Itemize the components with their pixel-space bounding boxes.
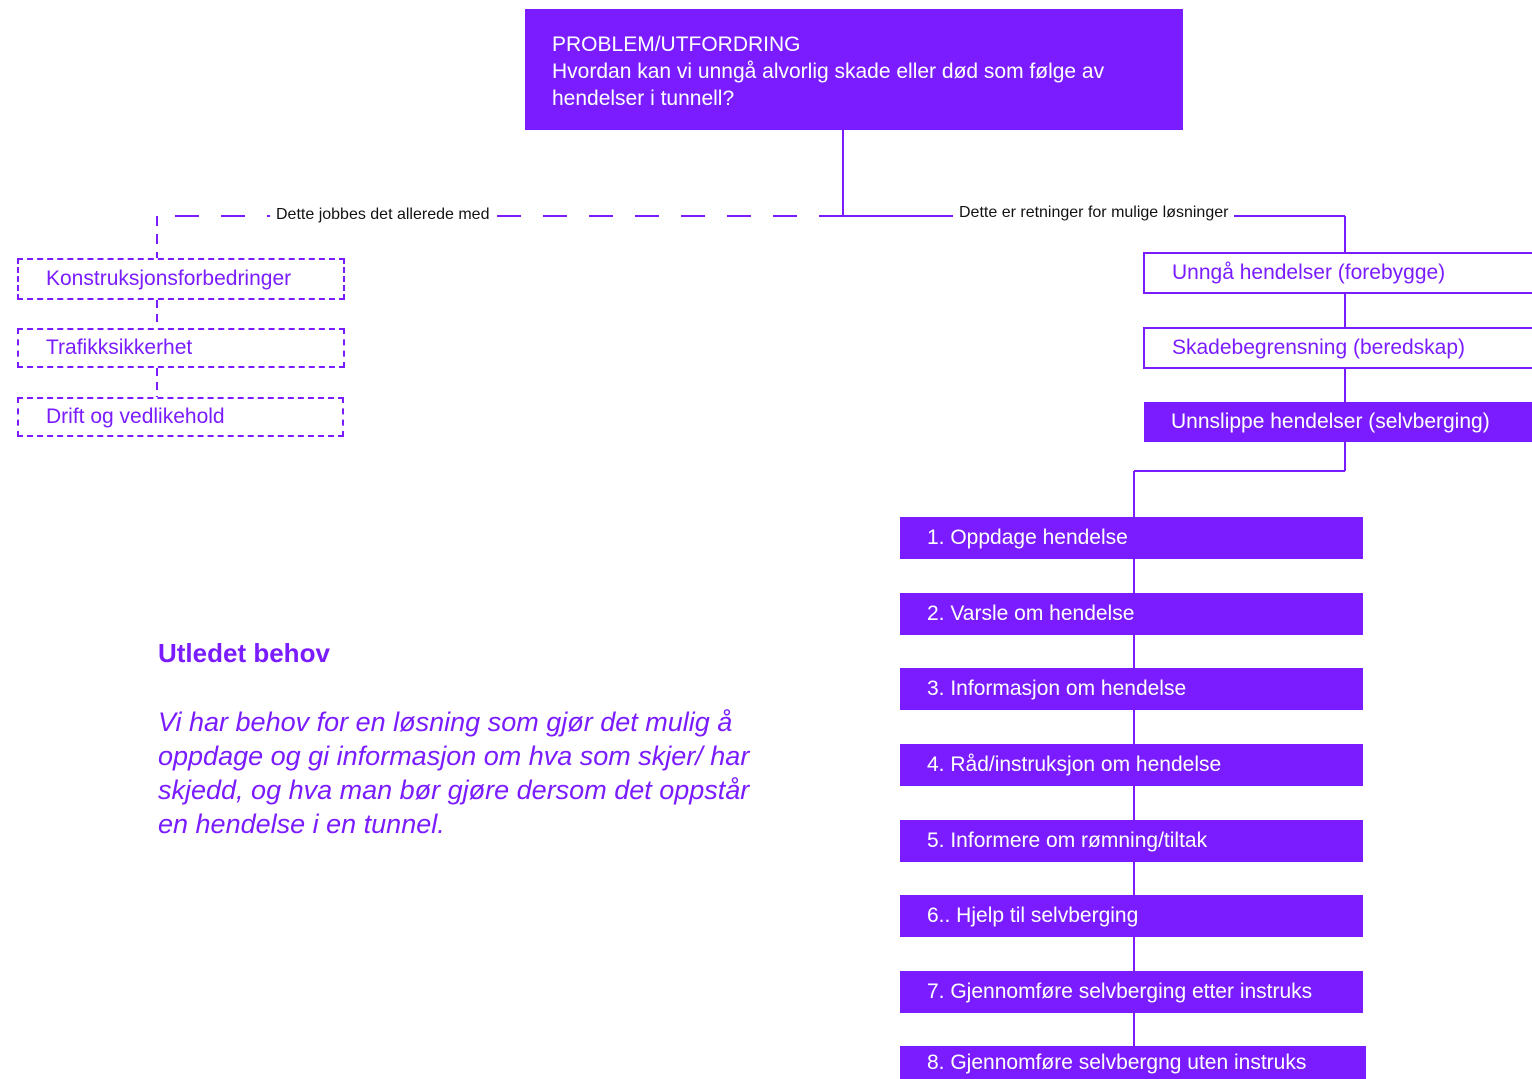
- direction-prevent: [1143, 252, 1532, 294]
- step-label: 3. Informasjon om hendelse: [927, 677, 1187, 700]
- direction-escape: [1144, 402, 1532, 442]
- step-1: [900, 517, 1363, 559]
- step-3: [900, 668, 1363, 710]
- derived-need-title: Utledet behov: [158, 638, 330, 668]
- step-6: [900, 895, 1363, 937]
- existing-work-label: Drift og vedlikehold: [46, 405, 225, 428]
- step-label: 7. Gjennomføre selvberging etter instruks: [927, 980, 1313, 1003]
- step-5: [900, 820, 1363, 862]
- step-8: [900, 1046, 1366, 1079]
- step-label: 5. Informere om rømning/tiltak: [927, 829, 1208, 852]
- problem-question-line2: hendelser i tunnell?: [552, 87, 735, 110]
- existing-work-item-3: [17, 397, 344, 437]
- problem-question-line1: Hvordan kan vi unngå alvorlig skade eller død som følge av: [552, 60, 1105, 83]
- step-2: [900, 593, 1363, 635]
- step-4: [900, 744, 1363, 786]
- direction-label: Skadebegrensning (beredskap): [1172, 336, 1466, 359]
- derived-need-text: Vi har behov for en løsning som gjør det mulig å oppdage og gi informasjon om hva som skjer/ har skjedd, og hva man bør gjøre dersom det oppstår en hendelse i en tunnel.: [158, 707, 750, 839]
- existing-work-item-2: [17, 328, 345, 368]
- direction-mitigate: [1143, 327, 1532, 369]
- problem-box: [525, 9, 1183, 130]
- step-7: [900, 971, 1363, 1013]
- existing-work-item-1: [17, 258, 345, 300]
- step-label: 6.. Hjelp til selvberging: [927, 904, 1139, 927]
- existing-work-label: Konstruksjonsforbedringer: [46, 267, 292, 290]
- direction-label: Unngå hendelser (forebygge): [1172, 261, 1446, 284]
- existing-work-label: Trafikksikkerhet: [46, 336, 193, 359]
- step-label: 2. Varsle om hendelse: [927, 602, 1135, 625]
- step-label: 8. Gjennomføre selvbergng uten instruks: [927, 1050, 1307, 1074]
- left-branch-label: Dette jobbes det allerede med: [270, 206, 495, 224]
- problem-heading: PROBLEM/UTFORDRING: [552, 33, 801, 56]
- direction-label: Unnslippe hendelser (selvberging): [1171, 410, 1490, 433]
- step-label: 1. Oppdage hendelse: [927, 526, 1128, 549]
- step-label: 4. Råd/instruksjon om hendelse: [927, 753, 1222, 776]
- right-branch-label: Dette er retninger for mulige løsninger: [953, 204, 1234, 222]
